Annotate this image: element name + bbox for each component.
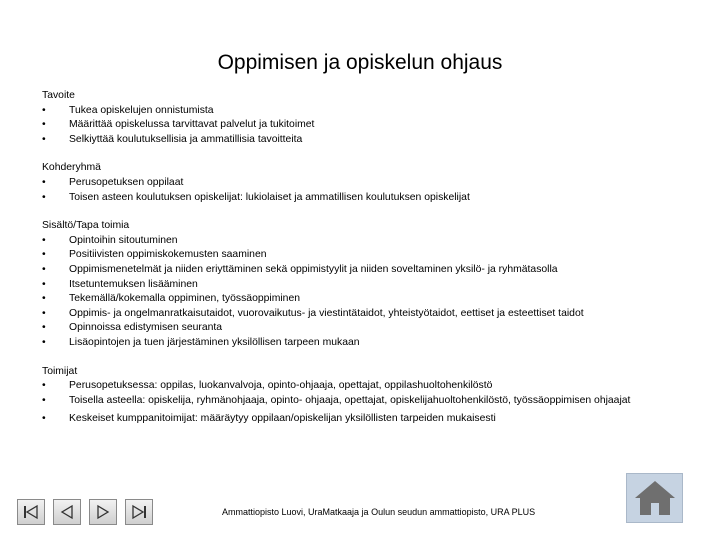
previous-slide-icon: [58, 504, 76, 520]
list-item: • Opintoihin sitoutuminen: [42, 234, 682, 249]
section-sisalto: [42, 219, 682, 350]
list-item: • Tukea opiskelujen onnistumista: [42, 104, 682, 119]
bullet-list: [42, 234, 682, 351]
section-heading: Toimijat: [42, 365, 78, 377]
list-item: • Lisäopintojen ja tuen järjestäminen yksilöllisen tarpeen mukaan: [42, 336, 682, 351]
section-heading: Kohderyhmä: [42, 162, 101, 174]
bullet-icon: •: [42, 380, 46, 392]
section-heading: Tavoite: [42, 90, 75, 101]
home-button[interactable]: [626, 473, 683, 523]
bullet-icon: •: [42, 249, 46, 261]
bullet-icon: •: [42, 133, 46, 145]
bullet-icon: •: [42, 394, 46, 406]
bullet-icon: •: [42, 336, 46, 348]
first-slide-icon: [22, 504, 40, 520]
list-item: • Positiivisten oppimiskokemusten saaminen: [42, 248, 682, 263]
list-item: • Toisen asteen koulutuksen opiskelijat: lukiolaiset ja ammatillisen koulutuksen opiskelijat: [42, 191, 682, 206]
section-kohderyhma: [42, 161, 682, 205]
bullet-list: [42, 379, 682, 427]
list-item: • Toisella asteella: opiskelija, ryhmänohjaaja, opinto- ohjaaja, opettajat, opiskelijahuoltohenkilöstö, työssäoppimisen ohjaajat: [42, 394, 682, 409]
slide-title: Oppimisen ja opiskelun ohjaus: [217, 51, 503, 75]
list-item: • Oppimis- ja ongelmanratkaisutaidot, vuorovaikutus- ja viestintätaidot, yhteistyötaidot, eettiset ja esteettiset taidot: [42, 307, 682, 322]
list-item: • Itsetuntemuksen lisääminen: [42, 278, 682, 293]
section-heading: Sisältö/Tapa toimia: [42, 220, 130, 232]
slide-content: [42, 89, 682, 427]
last-slide-button[interactable]: [125, 499, 153, 525]
section-tavoite: [42, 89, 682, 147]
home-icon: [633, 478, 677, 518]
bullet-icon: •: [42, 191, 46, 203]
list-item: • Tekemällä/kokemalla oppiminen, työssäoppiminen: [42, 292, 682, 307]
list-item: • Perusopetuksen oppilaat: [42, 176, 682, 191]
last-slide-icon: [130, 504, 148, 520]
bullet-icon: •: [42, 263, 46, 275]
slide-navigation: [17, 499, 153, 525]
previous-slide-button[interactable]: [53, 499, 81, 525]
bullet-icon: •: [42, 413, 46, 425]
slide-footer: Ammattiopisto Luovi, UraMatkaaja ja Oulun seudun ammattiopisto, URA PLUS: [222, 507, 536, 517]
bullet-icon: •: [42, 322, 46, 334]
bullet-icon: •: [42, 278, 46, 290]
bullet-icon: •: [42, 119, 46, 131]
bullet-icon: •: [42, 293, 46, 305]
bullet-icon: •: [42, 104, 46, 116]
list-item: • Opinnoissa edistymisen seuranta: [42, 321, 682, 336]
list-item: • Oppimismenetelmät ja niiden eriyttäminen sekä oppimistyylit ja niiden soveltaminen yksilö- ja ryhmätasolla: [42, 263, 682, 278]
list-item: • Määrittää opiskelussa tarvittavat palvelut ja tukitoimet: [42, 118, 682, 133]
bullet-list: [42, 104, 682, 148]
list-item: • Perusopetuksessa: oppilas, luokanvalvoja, opinto-ohjaaja, opettajat, oppilashuoltohenkilöstö: [42, 379, 682, 394]
bullet-icon: •: [42, 176, 46, 188]
bullet-icon: •: [42, 307, 46, 319]
next-slide-button[interactable]: [89, 499, 117, 525]
list-item: • Keskeiset kumppanitoimijat: määräytyy oppilaan/opiskelijan yksilöllisten tarpeiden mukaisesti: [42, 412, 682, 427]
bullet-icon: •: [42, 234, 46, 246]
first-slide-button[interactable]: [17, 499, 45, 525]
section-toimijat: [42, 365, 682, 427]
next-slide-icon: [94, 504, 112, 520]
list-item: • Selkiyttää koulutuksellisia ja ammatillisia tavoitteita: [42, 133, 682, 148]
bullet-list: [42, 176, 682, 205]
